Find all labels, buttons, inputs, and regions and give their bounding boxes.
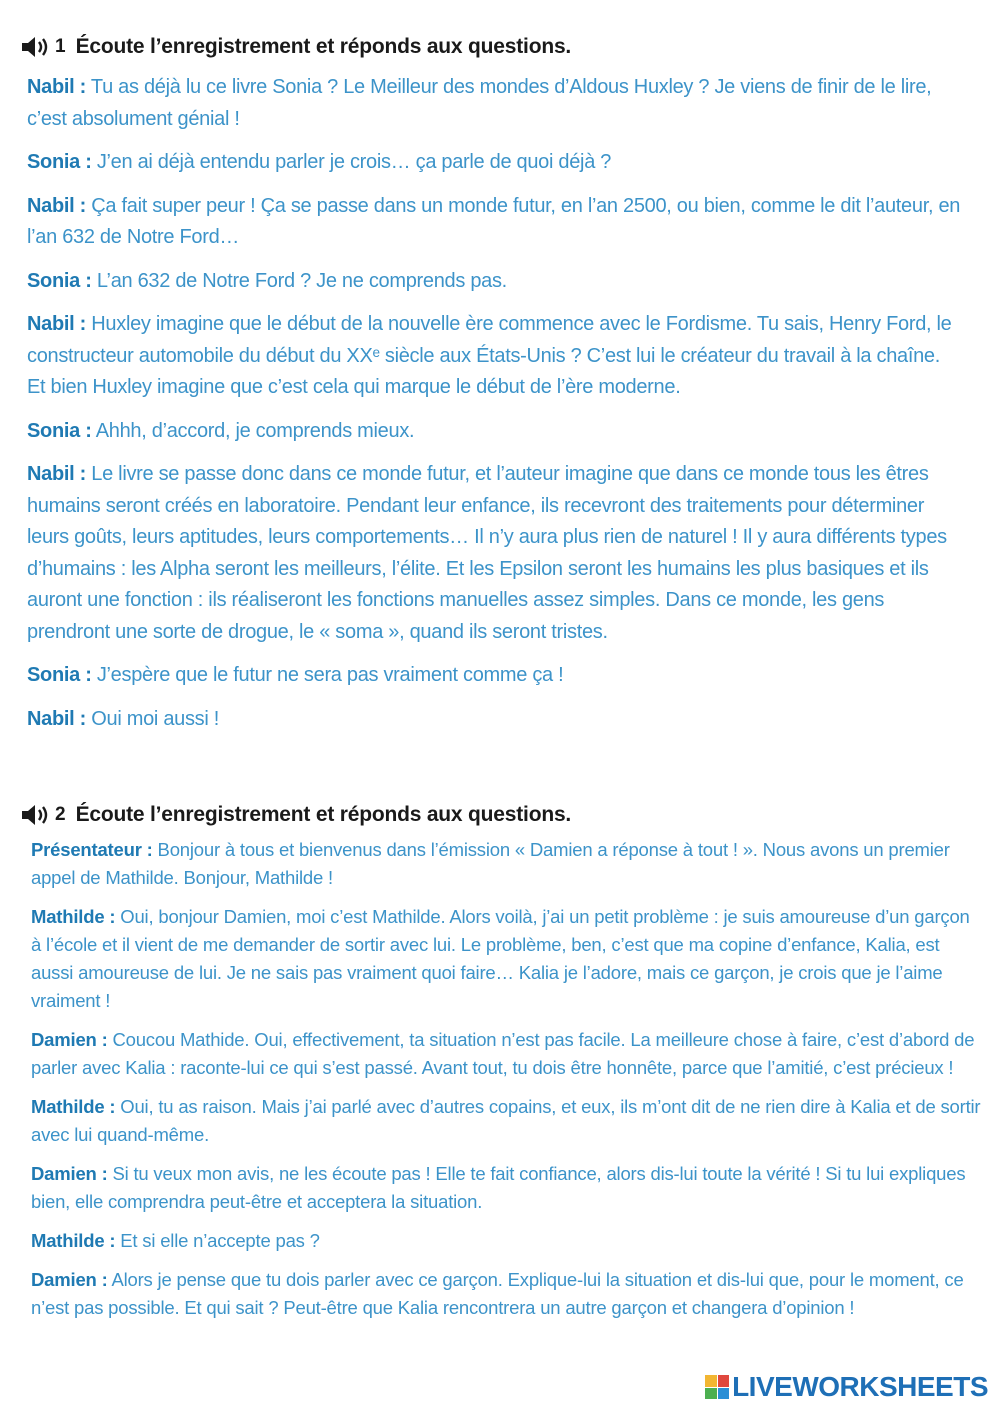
speaker-name: Nabil : (27, 313, 87, 335)
dialogue-line (31, 1227, 981, 1255)
speaker-name: Damien : (31, 1269, 108, 1290)
speaker-name: Mathilde : (31, 1096, 116, 1117)
dialogue-line (27, 72, 962, 135)
speaker-icon[interactable] (20, 802, 54, 828)
dialogue-line (27, 266, 962, 298)
dialogue-text: J’espère que le futur ne sera pas vraiment comme ça ! (91, 664, 564, 686)
speaker-name: Mathilde : (31, 1230, 116, 1251)
dialogue-text: Ça fait super peur ! Ça se passe dans un monde futur, en l’an 2500, ou bien, comme le dit l’auteur, en l’an 632 de Notre Ford… (27, 194, 961, 248)
speaker-icon[interactable] (20, 34, 54, 60)
exercise-section-2 (0, 798, 1000, 1333)
dialogue-line (27, 660, 962, 692)
exercise-section-1 (0, 30, 1000, 747)
speaker-name: Sonia : (27, 151, 92, 173)
speaker-name: Nabil : (27, 194, 87, 217)
dialogue-text: Oui moi aussi ! (86, 707, 220, 730)
exercise-heading-2 (20, 798, 1000, 832)
speaker-name: Nabil : (27, 707, 87, 730)
dialogue-line (31, 1093, 981, 1149)
dialogue-line (27, 416, 962, 448)
dialogue-line (31, 1026, 981, 1082)
speaker-name: Damien : (31, 1163, 108, 1184)
liveworksheets-logo-icon (705, 1375, 729, 1399)
dialogue-text: Ahhh, d’accord, je comprends mieux. (91, 419, 415, 442)
dialogue-line (27, 191, 962, 254)
dialogue-text: Huxley imagine que le début de la nouvelle ère commence avec le Fordisme. Tu sais, Henry Ford, le constructeur automobile du début du XXᵉ siècle aux États-Unis ? C’est lui le créateur du travail à la chaîne. Et bien Huxley imagine que c’est cela qui marque le début de l’ère moderne. (27, 313, 952, 398)
dialogue-line (31, 1266, 981, 1322)
speaker-name: Mathilde : (31, 906, 116, 927)
exercise-instruction: Écoute l’enregistrement et réponds aux questions. (75, 803, 572, 826)
dialogue-line (27, 459, 962, 648)
dialogue-line (31, 1160, 981, 1216)
dialogue-transcript-1 (27, 72, 962, 735)
dialogue-line (31, 903, 981, 1015)
logo-text: LIVEWORKSHEETS (732, 1371, 988, 1402)
exercise-number: 1 (55, 36, 66, 57)
exercise-instruction: Écoute l’enregistrement et réponds aux questions. (75, 35, 572, 58)
dialogue-text: L’an 632 de Notre Ford ? Je ne comprends pas. (91, 269, 507, 292)
dialogue-transcript-2 (31, 836, 981, 1322)
dialogue-text: Bonjour à tous et bienvenus dans l’émission « Damien a réponse à tout ! ». Nous avons un premier appel de Mathilde. Bonjour, Mathilde ! (31, 839, 950, 888)
speaker-name: Présentateur : (31, 839, 153, 860)
dialogue-line (27, 147, 962, 179)
dialogue-text: Coucou Mathide. Oui, effectivement, ta situation n’est pas facile. La meilleure chose à faire, c’est d’abord de parler avec Kalia : raconte-lui ce qui s’est passé. Avant tout, tu dois être honnête, parce que l’amitié, c’est précieux ! (31, 1029, 975, 1078)
dialogue-text: Oui, tu as raison. Mais j’ai parlé avec d’autres copains, et eux, ils m’ont dit de ne rien dire à Kalia et de sortir avec lui quand-même. (31, 1096, 981, 1145)
dialogue-line (27, 309, 962, 404)
speaker-name: Damien : (31, 1029, 108, 1050)
dialogue-line (27, 704, 962, 736)
exercise-number: 2 (55, 804, 66, 825)
dialogue-text: Tu as déjà lu ce livre Sonia ? Le Meilleur des mondes d’Aldous Huxley ? Je viens de finir de le lire, c’est absolument génial ! (27, 76, 932, 130)
dialogue-text: Et si elle n’accepte pas ? (115, 1230, 320, 1251)
dialogue-text: Oui, bonjour Damien, moi c’est Mathilde. Alors voilà, j’ai un petit problème : je suis amoureuse d’un garçon à l’école et il vient de me demander de sortir avec lui. Le problème, ben, c’est que ma copine d’enfance, Kalia, est aussi amoureuse de lui. Je ne sais pas vraiment quoi faire… Kalia je l’adore, mais ce garçon, je crois que je l’aime vraiment ! (31, 906, 970, 1011)
exercise-heading-1 (20, 30, 1000, 64)
speaker-name: Sonia : (27, 419, 92, 442)
dialogue-text: Le livre se passe donc dans ce monde futur, et l’auteur imagine que dans ce monde tous les êtres humains seront créés en laboratoire. Pendant leur enfance, ils recevront des traitements pour déterminer leurs goûts, leurs aptitudes, leurs comportements… Il n’y aura plus rien de naturel ! Il y aura différents types d’humains : les Alpha seront les meilleurs, l’élite. Et les Epsilon seront les humains les plus basiques et ils auront une fonction : ils réaliseront les fonctions manuelles assez simples. Dans ce monde, les gens prendront une sorte de drogue, le « soma », quand ils seront tristes. (27, 463, 947, 643)
dialogue-text: Alors je pense que tu dois parler avec ce garçon. Explique-lui la situation et dis-lui que, pour le moment, ce n’est pas possible. Et qui sait ? Peut-être que Kalia rencontrera un autre garçon et changera d’opinion ! (31, 1269, 964, 1318)
liveworksheets-logo (705, 1371, 988, 1403)
speaker-name: Sonia : (27, 269, 92, 292)
dialogue-line (31, 836, 981, 892)
speaker-name: Sonia : (27, 664, 92, 686)
dialogue-text: Si tu veux mon avis, ne les écoute pas ! Elle te fait confiance, alors dis-lui toute la vérité ! Si tu lui expliques bien, elle comprendra peut-être et acceptera la situation. (31, 1163, 966, 1212)
speaker-name: Nabil : (27, 463, 87, 485)
dialogue-text: J’en ai déjà entendu parler je crois… ça parle de quoi déjà ? (91, 151, 612, 173)
speaker-name: Nabil : (27, 76, 87, 98)
